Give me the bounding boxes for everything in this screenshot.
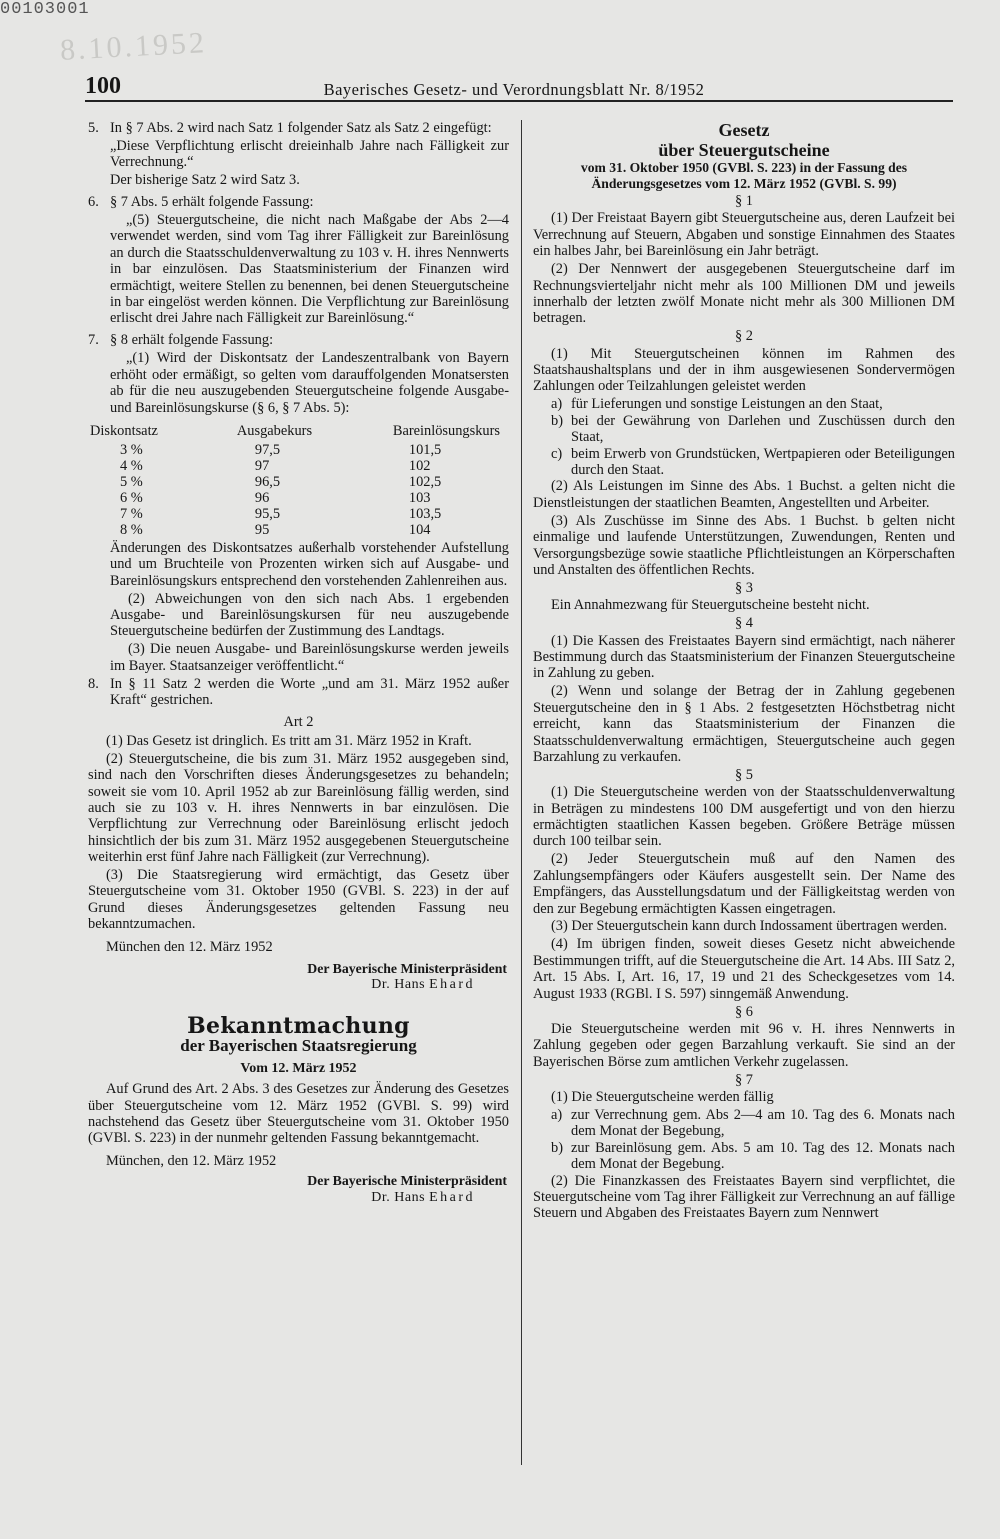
item-quote: „(1) Wird der Diskontsatz der Landeszentralbank von Bayern erhöht oder ermäßigt, so gelten vom darauffolgenden Monatsersten ab für die neu auszugebenden Steuergutscheine folgende Ausgabe- und Bareinlösungskurse (§ 6, § 7 Abs. 5):	[110, 350, 509, 416]
table-cell: 95	[254, 521, 270, 538]
list-letter: a)	[551, 1106, 563, 1123]
paragraph: (2) Der Nennwert der ausgegebenen Steuergutscheine darf im Rechnungsvierteljahr nicht mehr als 100 Millionen DM und jeweils innerhalb der letzten zwölf Monate nicht mehr als 300 Millionen DM betragen.	[533, 261, 955, 327]
section-sign: § 1	[735, 193, 753, 209]
page-header	[85, 70, 953, 100]
list-item	[533, 396, 955, 412]
list-letter: b)	[551, 412, 563, 429]
paragraph: (1) Der Freistaat Bayern gibt Steuergutscheine aus, deren Laufzeit bei Verrechnung auf Steuern, Abgaben und sonstige Einnahmen des Staates ein halbes Jahr, bei Bareinlösung ein Jahr beträgt.	[533, 210, 955, 260]
list-letter: a)	[551, 396, 563, 413]
list-item	[533, 1140, 955, 1173]
table-cell: 8 %	[120, 521, 143, 538]
section-sign: § 3	[735, 579, 753, 596]
signature-surname: Ehard	[429, 1189, 475, 1205]
amendment-item-7	[88, 332, 509, 417]
table-cell: 97	[254, 457, 270, 474]
table-cell: 5 %	[120, 473, 143, 490]
bekanntmachung-subtitle: der Bayerischen Staatsregierung	[180, 1036, 417, 1056]
law-subtitle: vom 31. Oktober 1950 (GVBl. S. 223) in der Fassung des Änderungsgesetzes vom 12. März 1952 (GVBl. S. 99)	[580, 160, 908, 191]
paragraph: Die Steuergutscheine werden mit 96 v. H. ihres Nennwerts in Zahlung gegeben oder gegen Barzahlung verkauft. Sie sind an der Bayerischen Börse zum amtlichen Verkehr zugelassen.	[533, 1020, 955, 1070]
paragraph: (1) Die Kassen des Freistaates Bayern sind ermächtigt, nach näherer Bestimmung durch das Staatsministerium der Finanzen Steuergutscheine in Zahlung zu geben.	[533, 632, 955, 682]
table-row	[90, 522, 500, 538]
paragraph: (1) Die Steuergutscheine werden von der Staatsschuldenverwaltung in Beträgen zu mindestens 100 DM ausgefertigt und von den hierzu ermächtigten staatlichen Kassen begeben. Größere Beträge müssen durch 100 teilbar sein.	[533, 784, 955, 850]
section-sign: § 2	[735, 328, 753, 345]
bekanntmachung-date: Vom 12. März 1952	[240, 1060, 357, 1076]
paragraph: Ein Annahmezwang für Steuergutscheine besteht nicht.	[551, 597, 870, 614]
list-item	[533, 446, 955, 479]
table-row	[90, 442, 500, 458]
table-cell: 102,5	[408, 473, 442, 490]
paragraph: (1) Das Gesetz ist dringlich. Es tritt am 31. März 1952 in Kraft.	[106, 732, 472, 749]
signature-title: Der Bayerische Ministerpräsident	[307, 961, 507, 977]
paragraph: (2) Die Finanzkassen des Freistaates Bayern sind verpflichtet, die Steuergutscheine vom Tag ihrer Fälligkeit zur Verrechnung an auf fällige Steuern und Abgaben des Freistaates Bayern zum Nennwert	[533, 1172, 955, 1222]
law-title-line2: über Steuergutscheine	[658, 140, 830, 160]
amendment-item-6	[88, 194, 509, 328]
paragraph: (2) Wenn und solange der Betrag der in Zahlung gegebenen Steuergutscheine den in § 1 Abs. 2 festgesetzten Höchstbetrag nicht erreicht, kann das Staatsministerium der Finanzen die Staatsschuldenverwaltung ermächtigen, Steuergutscheine auch gegen Barzahlung zu verkaufen.	[533, 683, 955, 765]
section-sign: § 7	[735, 1071, 753, 1088]
table-cell: 103,5	[408, 505, 442, 522]
list-letter: c)	[551, 445, 563, 462]
header-rule	[85, 100, 953, 102]
table-cell: 95,5	[254, 505, 281, 522]
item-quote: „(5) Steuergutscheine, die nicht nach Maßgabe der Abs 2—4 verwendet werden, sind vom Tag ihrer Fälligkeit zur Bareinlösung an durch die Staatsschuldenverwaltung zu 103 v. H. ihres Nennwerts in bar einzulösen. Das Staatsministerium der Finanzen wird ermächtigt, weitere Stellen zu benennen, bei denen Steuergutscheine in bar eingelöst werden können. Die Verpflichtung zur Bareinlösung erlischt drei Jahre nach Fälligkeit zur Bareinlösung.“	[110, 212, 509, 327]
rates-table	[90, 423, 500, 537]
table-cell: 104	[408, 521, 431, 538]
list-text: beim Erwerb von Grundstücken, Wertpapieren oder Beteiligungen durch den Staat.	[571, 445, 955, 478]
paragraph: (3) Als Zuschüsse im Sinne des Abs. 1 Buchst. b gelten nicht einmalige und laufende Unterstützungen, Zuwendungen, Renten und Versorgungsbezüge sowie staatliche Pflichtleistungen an Körperschaften und Anstalten des öffentlichen Rechts.	[533, 512, 955, 578]
paragraph: (3) Der Steuergutschein kann durch Indossament übertragen werden.	[551, 918, 948, 935]
table-cell: 6 %	[120, 489, 143, 506]
list-text: bei der Gewährung von Darlehen und Zuschüssen durch den Staat,	[571, 412, 955, 446]
bekanntmachung-text: Auf Grund des Art. 2 Abs. 3 des Gesetzes zur Änderung des Gesetzes über Steuergutscheine vom 12. März 1952 (GVBl. S. 99) wird nachstehend das Gesetz über Steuergutscheine vom 31. Oktober 1950 (GVBl. S. 223) in der nunmehr geltenden Fassung bekanntgemacht.	[88, 1081, 509, 1147]
item-number: 5.	[88, 120, 99, 136]
table-cell: 101,5	[408, 441, 442, 458]
column-divider	[521, 120, 522, 1465]
signature-name-prefix: Dr. Hans	[371, 977, 426, 993]
paragraph: (2) Steuergutscheine, die bis zum 31. März 1952 ausgegeben sind, sind nach den Vorschriften dieses Änderungsgesetzes zu behandeln; soweit sie vom 10. April 1952 ab zur Bareinlösung fällig werden, sind auch sie zu 103 v. H. ihres Nennwerts in bar einzulösen. Die Verpflichtung zur Verrechnung oder Bareinlösung erlischt jedoch hinsichtlich der bis zum 31. März 1952 ausgegebenen Steuergutscheine weiterhin erst fünf Jahre nach Fälligkeit (zur Verrechnung).	[88, 750, 509, 866]
paragraph: (3) Die Staatsregierung wird ermächtigt, das Gesetz über Steuergutscheine vom 31. Oktober 1950 (GVBl. S. 223) in der auf Grund dieses Änderungsgesetzes geltenden Fassung neu bekanntzumachen.	[88, 867, 509, 933]
page-number: 100	[85, 73, 121, 99]
table-cell: 102	[408, 457, 431, 474]
table-cell: 97,5	[254, 441, 281, 458]
table-cell: 96,5	[254, 473, 281, 490]
item-quote: „Diese Verpflichtung erlischt dreieinhalb Jahre nach Fälligkeit zur Verrechnung.“	[110, 137, 509, 171]
running-title: Bayerisches Gesetz- und Verordnungsblatt Nr. 8/1952	[323, 80, 705, 99]
table-header: Bareinlösungskurs	[392, 423, 500, 440]
archive-stamp: 00103001	[0, 0, 90, 19]
law-title: Gesetz	[718, 120, 770, 140]
item-text: In § 7 Abs. 2 wird nach Satz 1 folgender Satz als Satz 2 eingefügt:	[110, 120, 492, 136]
bekanntmachung-title: Bekanntmachung	[187, 1012, 410, 1039]
table-row	[90, 506, 500, 522]
signature-surname: Ehard	[429, 977, 475, 993]
paragraph: (2) Jeder Steuergutschein muß auf den Namen des Zahlungsempfängers oder Käufers ausgestellt sein. Der Name des Empfängers, das Ausstellungsdatum und der Fälligkeitstag werden von den zur Begebung ermächtigten Kassen eingetragen.	[533, 851, 955, 917]
table-row	[90, 474, 500, 490]
table-header: Diskontsatz	[90, 423, 158, 440]
table-row	[90, 458, 500, 474]
table-row	[90, 490, 500, 506]
faint-date-stamp: 8.10.1952	[59, 26, 208, 67]
signature-name-prefix: Dr. Hans	[371, 1189, 426, 1205]
list-item	[533, 1107, 955, 1140]
list-text: zur Verrechnung gem. Abs 2—4 am 10. Tag des 6. Monats nach dem Monat der Begebung,	[571, 1106, 955, 1140]
paragraph: (4) Im übrigen finden, soweit dieses Gesetz nicht abweichende Bestimmungen trifft, auf die Steuergutscheine die Art. 14 Abs. III Satz 2, Art. 15 Abs. I, Art. 16, 17, 19 und 21 des Scheckgesetzes vom 14. August 1933 (RGBl. I S. 597) sinngemäß Anwendung.	[533, 936, 955, 1002]
item-text: § 7 Abs. 5 erhält folgende Fassung:	[110, 194, 314, 211]
place-date: München, den 12. März 1952	[106, 1152, 277, 1169]
section-sign: § 5	[735, 766, 753, 783]
paragraph: (3) Die neuen Ausgabe- und Bareinlösungskurse werden jeweils im Bayer. Staatsanzeiger veröffentlicht.“	[110, 641, 509, 674]
amendment-item-5	[88, 120, 509, 190]
list-text: für Lieferungen und sonstige Leistungen an den Staat,	[571, 396, 883, 413]
paragraph: (1) Die Steuergutscheine werden fällig	[551, 1089, 774, 1106]
list-text: zur Bareinlösung gem. Abs. 5 am 10. Tag des 12. Monats nach dem Monat der Begebung.	[571, 1139, 955, 1173]
table-cell: 3 %	[120, 441, 143, 458]
list-letter: b)	[551, 1139, 563, 1156]
table-cell: 103	[408, 489, 431, 506]
paragraph: (2) Abweichungen von den sich nach Abs. 1 ergebenden Ausgabe- und Bareinlösungskursen für neu auszugebende Steuergutscheine bedürfen der Zustimmung des Landtags.	[110, 590, 509, 640]
section-sign: § 4	[735, 615, 753, 632]
paragraph: (2) Als Leistungen im Sinne des Abs. 1 Buchst. a gelten nicht die Dienstleistungen der staatlichen Beamten, Angestellten und Arbeiter.	[533, 478, 955, 511]
table-cell: 7 %	[120, 505, 143, 522]
amendment-item-8	[88, 676, 509, 710]
signature-name	[88, 1190, 509, 1206]
left-column	[88, 120, 509, 1206]
item-text: § 8 erhält folgende Fassung:	[110, 332, 274, 349]
signature-name	[88, 977, 509, 993]
table-cell: 96	[254, 489, 270, 506]
item-number: 8.	[88, 676, 99, 693]
signature-title: Der Bayerische Ministerpräsident	[307, 1173, 507, 1189]
table-cell: 4 %	[120, 457, 143, 474]
item-text: In § 11 Satz 2 werden die Worte „und am 31. März 1952 außer Kraft“ gestrichen.	[110, 676, 509, 709]
after-table-text: Änderungen des Diskontsatzes außerhalb vorstehender Aufstellung und um Bruchteile von Prozenten wirken sich auf Ausgabe- und Bareinlösungskurs entsprechend den vorstehenden Zahlenreihen aus.	[110, 539, 509, 589]
item-number: 7.	[88, 332, 99, 349]
article-heading: Art 2	[283, 714, 314, 731]
paragraph: (1) Mit Steuergutscheinen können im Rahmen des Staatshaushaltsplans und der in ihm ausgewiesenen Sondervermögen Zahlungen oder Teilzahlungen geleistet werden	[533, 345, 955, 395]
item-after: Der bisherige Satz 2 wird Satz 3.	[110, 172, 300, 189]
section-sign: § 6	[735, 1003, 753, 1020]
list-item	[533, 413, 955, 446]
table-header: Ausgabekurs	[236, 423, 313, 440]
right-column	[533, 120, 955, 1223]
item-number: 6.	[88, 194, 99, 211]
place-date: München den 12. März 1952	[106, 938, 273, 955]
